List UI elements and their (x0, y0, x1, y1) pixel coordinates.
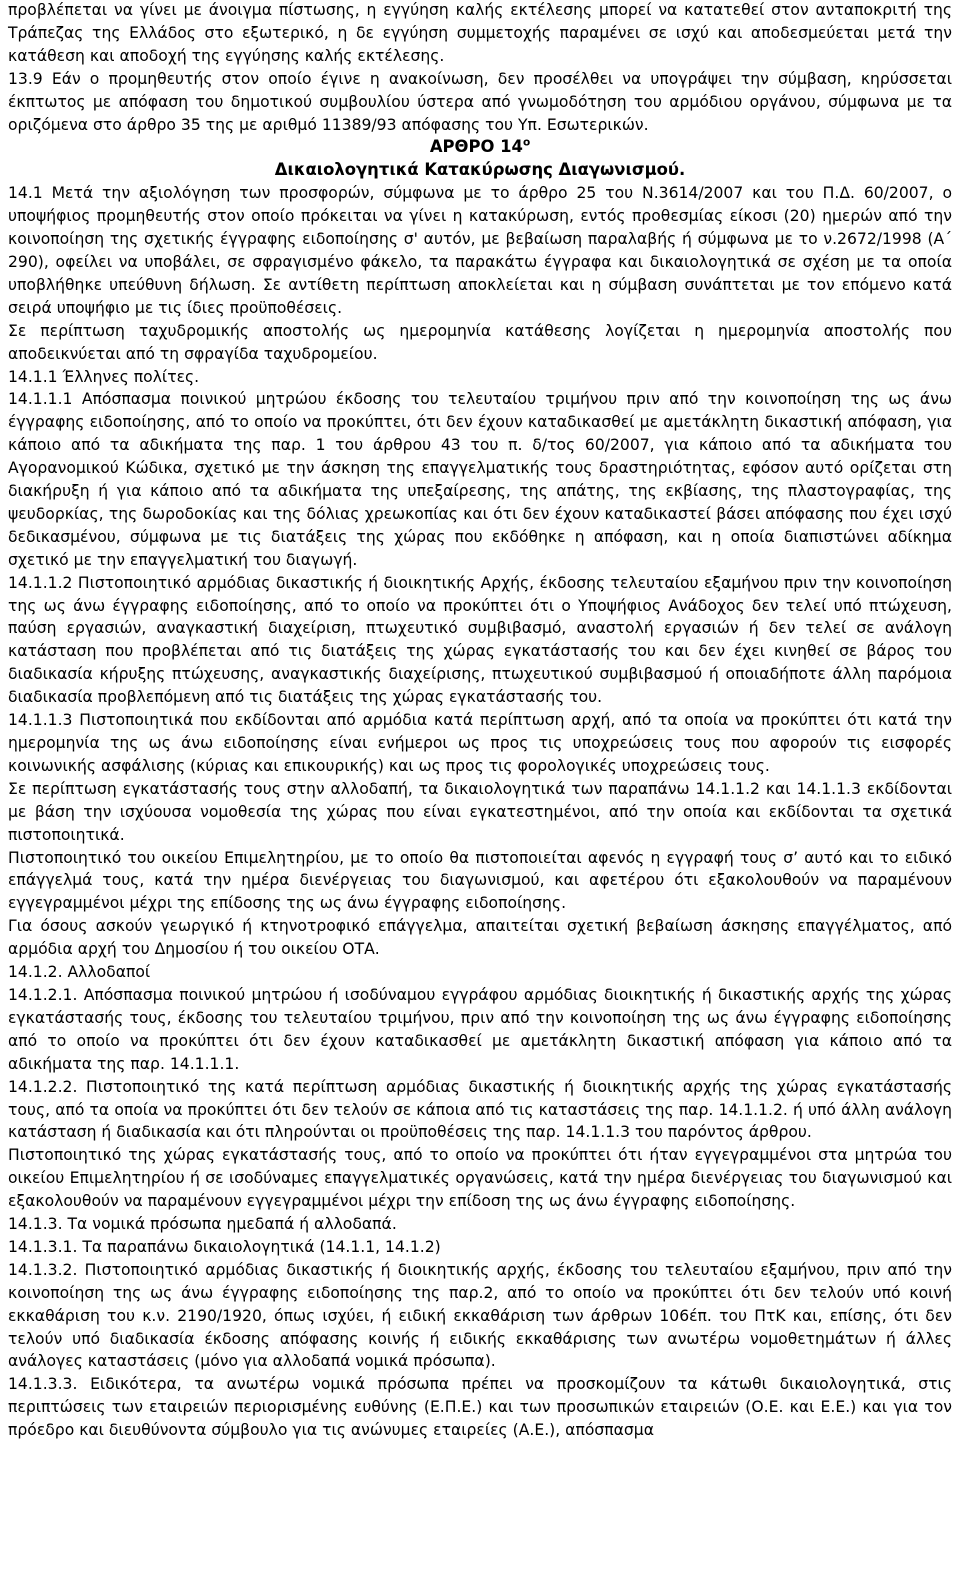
section-14-1-1: 14.1.1 Έλληνες πολίτες. (8, 367, 200, 386)
paragraph-postal: Σε περίπτωση ταχυδρομικής αποστολής ως ημερομηνία κατάθεσης λογίζεται η ημερομηνία αποστολής που αποδεικνύεται από τη σφραγίδα ταχυδρομείου. (8, 321, 952, 363)
article-number: ΑΡΘΡΟ 14 (429, 137, 523, 157)
paragraph-foreign-chamber: Πιστοποιητικό της χώρας εγκατάστασής τους, από το οποίο να προκύπτει ότι ήταν εγγεγραμμένοι στα μητρώα του οικείου Επιμελητηρίου ή σε ισοδύναμες επαγγελματικές οργανώσεις, κατά την ημέρα διενέργειας του διαγωνισμού και εξακολουθούν να παραμένουν εγγεγραμμένοι μέχρι την επίδοση της ως άνω έγγραφης ειδοποίησης. (8, 1146, 952, 1211)
article-title: Δικαιολογητικά Κατακύρωσης Διαγωνισμού. (274, 160, 686, 180)
paragraph-14-1-2-1: 14.1.2.1. Απόσπασμα ποινικού μητρώου ή ισοδύναμου εγγράφου αρμόδιας διοικητικής ή δικαστικής αρχής της χώρας εγκατάστασής τους, έκδοσης του τελευταίου τριμήνου, πριν από την κοινοποίηση της ως άνω έγγραφης ειδοποίησης από το οποίο να προκύπτει ότι δεν έχουν καταδικασθεί με αμετάκλητη δικαστική απόφαση για κάποιο από τα αδικήματα της παρ. 14.1.1.1. (8, 985, 952, 1073)
article-ordinal: ο (522, 136, 531, 149)
section-14-1-2: 14.1.2. Αλλοδαποί (8, 963, 151, 982)
paragraph-14-1-1-1: 14.1.1.1 Απόσπασμα ποινικού μητρώου έκδοσης του τελευταίου τριμήνου πριν από την κοινοποίηση της ως άνω έγγραφης ειδοποίησης, από το οποίο να προκύπτει, ότι δεν έχουν καταδικασθεί με αμετάκλητη δικαστική απόφαση, για κάποιο από τα αδικήματα της παρ. 1 του άρθρου 43 του π. δ/τος 60/2007, για κάποιο από τα αδικήματα του Αγορανομικού Κώδικα, σχετικό με την άσκηση της επαγγελματικής τους δραστηριότητας, εφόσον αυτό ορίζεται στη διακήρυξη ή για κάποιο από τα αδικήματα της υπεξαίρεσης, της απάτης, της εκβίασης, της πλαστογραφίας, της ψευδορκίας, της δωροδοκίας και της δόλιας χρεωκοπίας και ότι δεν έχουν καταδικαστεί βάσει απόφασης που έχει ισχύ δεδικασμένου, σύμφωνα με τις διατάξεις της χώρας που εκδόθηκε η απόφαση, και η οποία διαπιστώνει αδίκημα σχετικό με την επαγγελματική του διαγωγή. (8, 390, 952, 569)
document-body (8, 0, 952, 1442)
paragraph-continuation: προβλέπεται να γίνει με άνοιγμα πίστωσης, η εγγύηση καλής εκτέλεσης μπορεί να κατατεθεί στον ανταποκριτή της Τράπεζας της Ελλάδος στο εξωτερικό, η δε εγγύηση συμμετοχής παραμένει σε ισχύ και αποδεσμεύεται μετά την κατάθεση και αποδοχή της εγγύησης καλής εκτέλεσης. (8, 1, 952, 65)
paragraph-chamber-certificate: Πιστοποιητικό του οικείου Επιμελητηρίου, με το οποίο θα πιστοποιείται αφενός η εγγραφή τους σ’ αυτό και το ειδικό επάγγελμά τους, κατά την ημέρα διενέργειας του διαγωνισμού, και αφετέρου ότι εξακολουθούν να παραμένουν εγγεγραμμένοι μέχρι της επίδοσης της ως άνω έγγραφης ειδοποίησης. (8, 848, 952, 913)
paragraph-14-1-3-3: 14.1.3.3. Ειδικότερα, τα ανωτέρω νομικά πρόσωπα πρέπει να προσκομίζουν τα κάτωθι δικαιολογητικά, στις περιπτώσεις των εταιρειών περιορισμένης ευθύνης (Ε.Π.Ε.) και των προσωπικών εταιρειών (Ο.Ε. και Ε.Ε.) και για τον πρόεδρο και διευθύνοντα σύμβουλο για τις ανώνυμες εταιρείες (Α.Ε.), απόσπασμα (8, 1375, 952, 1440)
article-heading (8, 136, 952, 159)
paragraph-14-1-3-1: 14.1.3.1. Τα παραπάνω δικαιολογητικά (14.1.1, 14.1.2) (8, 1237, 441, 1256)
paragraph-14-1: 14.1 Μετά την αξιολόγηση των προσφορών, σύμφωνα με το άρθρο 25 του Ν.3614/2007 και του Π.Δ. 60/2007, ο υποψήφιος προμηθευτής στον οποίο πρόκειται να γίνει η κατακύρωση, εντός προθεσμίας είκοσι (20) ημερών από την κοινοποίηση της σχετικής έγγραφης ειδοποίησης σ' αυτόν, με βεβαίωση παραλαβής ή σύμφωνα με το ν.2672/1998 (Α΄ 290), οφείλει να υποβάλει, σε σφραγισμένο φάκελο, τα παρακάτω έγγραφα και δικαιολογητικά σε σχέση με τα οποία υποβλήθηκε υπεύθυνη δήλωση. Σε αντίθετη περίπτωση αποκλείεται και η σύμβαση συνάπτεται με τον επόμενο κατά σειρά υποψήφιο με τις ίδιες προϋποθέσεις. (8, 184, 952, 317)
paragraph-14-1-1-2: 14.1.1.2 Πιστοποιητικό αρμόδιας δικαστικής ή διοικητικής Αρχής, έκδοσης τελευταίου εξαμήνου πριν την κοινοποίηση της ως άνω έγγραφης ειδοποίησης, από το οποίο να προκύπτει ότι ο Υποψήφιος Ανάδοχος δεν τελεί υπό πτώχευση, παύση εργασιών, αναγκαστική διαχείριση, πτωχευτικό συμβιβασμό, αναστολή εργασιών ή δεν τελεί σε ανάλογη κατάσταση που προβλέπεται από τις διατάξεις της χώρας εγκατάστασής του και δεν έχει κινηθεί σε βάρος του διαδικασία κήρυξης πτώχευσης, αναγκαστικής διαχείρισης, πτωχευτικού συμβιβασμού ή οποιαδήποτε άλλη παρόμοια διαδικασία προβλεπόμενη από τις διατάξεις της χώρας εγκατάστασής του. (8, 573, 952, 707)
paragraph-13-9: 13.9 Εάν ο προμηθευτής στον οποίο έγινε η ανακοίνωση, δεν προσέλθει να υπογράψει την σύμβαση, κηρύσσεται έκπτωτος με απόφαση του δημοτικού συμβουλίου ύστερα από γνωμοδότηση του αρμόδιου οργάνου, σύμφωνα με τα οριζόμενα στο άρθρο 35 της με αριθμό 11389/93 απόφασης του Υπ. Εσωτερικών. (8, 69, 952, 134)
paragraph-agricultural: Για όσους ασκούν γεωργικό ή κτηνοτροφικό επάγγελμα, απαιτείται σχετική βεβαίωση άσκησης επαγγέλματος, από αρμόδια αρχή του Δημοσίου ή του οικείου ΟΤΑ. (8, 917, 952, 959)
paragraph-14-1-2-2: 14.1.2.2. Πιστοποιητικό της κατά περίπτωση αρμόδιας δικαστικής ή διοικητικής αρχής της χώρας εγκατάστασής τους, από τα οποία να προκύπτει ότι δεν τελούν σε κάποια από τις καταστάσεις της παρ. 14.1.1.2. ή υπό άλλη ανάλογη κατάσταση ή διαδικασία και ότι πληρούνται οι προϋποθέσεις της παρ. 14.1.1.3 του παρόντος άρθρου. (8, 1077, 952, 1142)
section-14-1-3: 14.1.3. Τα νομικά πρόσωπα ημεδαπά ή αλλοδαπά. (8, 1215, 397, 1234)
paragraph-14-1-1-3: 14.1.1.3 Πιστοποιητικά που εκδίδονται από αρμόδια κατά περίπτωση αρχή, από τα οποία να προκύπτει ότι κατά την ημερομηνία της ως άνω ειδοποίησης είναι ενήμεροι ως προς τις υποχρεώσεις τους που αφορούν τις εισφορές κοινωνικής ασφάλισης (κύριας και επικουρικής) και ως προς τις φορολογικές υποχρεώσεις τους. (8, 711, 952, 775)
paragraph-14-1-3-2: 14.1.3.2. Πιστοποιητικό αρμόδιας δικαστικής ή διοικητικής αρχής, έκδοσης του τελευταίου εξαμήνου, πριν από την κοινοποίηση της ως άνω έγγραφης ειδοποίησης της παρ.2, από το οποίο να προκύπτει ότι δεν τελούν υπό κοινή εκκαθάριση του κ.ν. 2190/1920, όπως ισχύει, ή ειδική εκκαθάριση των άρθρων 106έπ. του ΠτΚ και, επίσης, ότι δεν τελούν υπό διαδικασία έκδοσης απόφασης κοινής ή ειδικής εκκαθάρισης των ανωτέρω νομοθετημάτων ή άλλες ανάλογες καταστάσεις (μόνο για αλλοδαπά νομικά πρόσωπα). (8, 1260, 952, 1371)
paragraph-foreign-establishment: Σε περίπτωση εγκατάστασής τους στην αλλοδαπή, τα δικαιολογητικά των παραπάνω 14.1.1.2 και 14.1.1.3 εκδίδονται με βάση την ισχύουσα νομοθεσία της χώρας που είναι εγκατεστημένοι, από την οποία και εκδίδονται τα σχετικά πιστοποιητικά. (8, 779, 952, 844)
